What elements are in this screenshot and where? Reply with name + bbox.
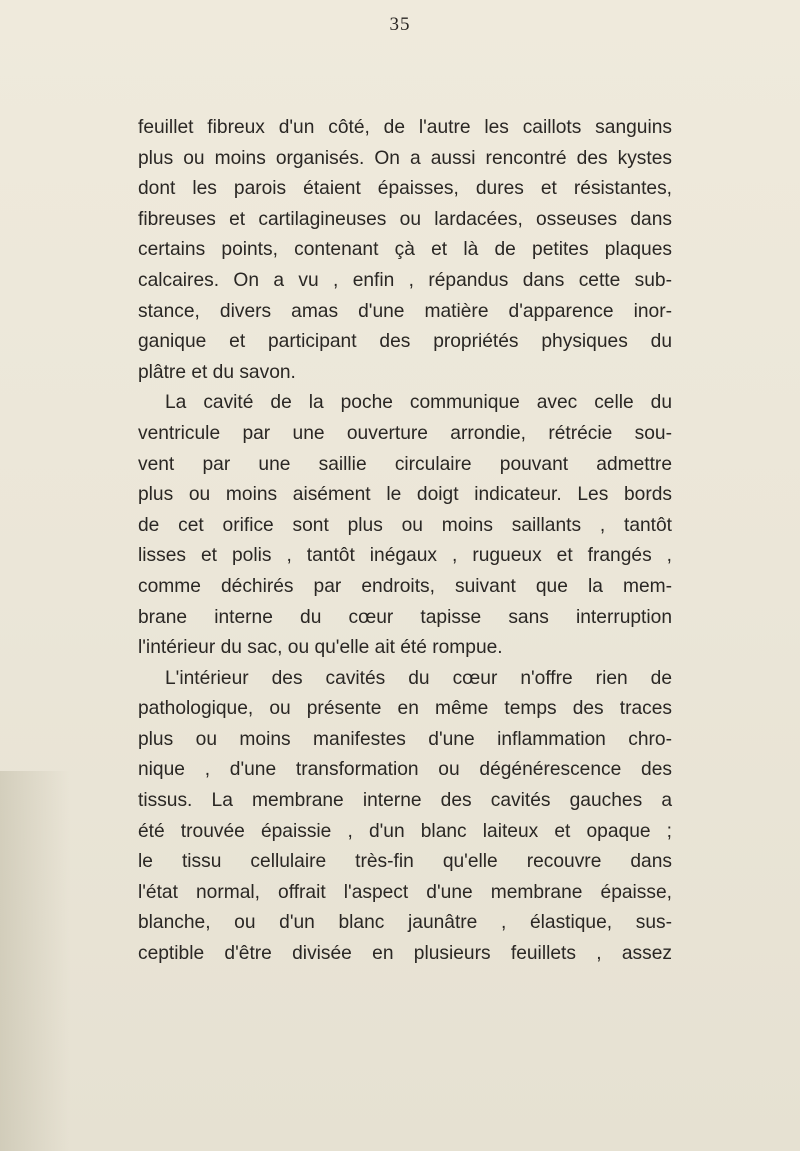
- text-line: stance, divers amas d'une matière d'apparence inor-: [138, 300, 672, 322]
- text-line: l'intérieur du sac, ou qu'elle ait été rompue.: [138, 637, 503, 659]
- text-line: nique , d'une transformation ou dégénérescence des: [138, 759, 672, 781]
- text-line: l'état normal, offrait l'aspect d'une membrane épaisse,: [138, 881, 672, 903]
- text-line: brane interne du cœur tapisse sans interruption: [138, 606, 672, 628]
- text-line: fibreuses et cartilagineuses ou lardacées, osseuses dans: [138, 208, 672, 230]
- text-line: comme déchirés par endroits, suivant que la mem-: [138, 575, 672, 597]
- text-line: lisses et polis , tantôt inégaux , rugueux et frangés ,: [138, 545, 672, 567]
- text-line: tissus. La membrane interne des cavités gauches a: [138, 790, 672, 812]
- text-line: blanche, ou d'un blanc jaunâtre , élastique, sus-: [138, 912, 672, 934]
- text-line: plus ou moins aisément le doigt indicateur. Les bords: [138, 484, 672, 506]
- text-line: certains points, contenant çà et là de petites plaques: [138, 239, 672, 261]
- body-text: [138, 113, 672, 970]
- text-line: dont les parois étaient épaisses, dures et résistantes,: [138, 178, 672, 200]
- text-line: plâtre et du savon.: [138, 361, 296, 383]
- text-line: plus ou moins manifestes d'une inflammation chro-: [138, 728, 672, 750]
- text-line: pathologique, ou présente en même temps des traces: [138, 698, 672, 720]
- text-line: été trouvée épaissie , d'un blanc laiteux et opaque ;: [138, 820, 672, 842]
- text-line: calcaires. On a vu , enfin , répandus dans cette sub-: [138, 269, 672, 291]
- text-line: le tissu cellulaire très-fin qu'elle recouvre dans: [138, 851, 672, 873]
- text-line: La cavité de la poche communique avec celle du: [165, 392, 672, 414]
- text-line: plus ou moins organisés. On a aussi rencontré des kystes: [138, 147, 672, 169]
- text-line: vent par une saillie circulaire pouvant admettre: [138, 453, 672, 475]
- page-number: 35: [389, 14, 411, 35]
- text-line: L'intérieur des cavités du cœur n'offre rien de: [165, 667, 672, 689]
- text-line: ganique et participant des propriétés physiques du: [138, 331, 672, 353]
- text-line: ceptible d'être divisée en plusieurs feuillets , assez: [138, 943, 672, 965]
- text-line: de cet orifice sont plus ou moins saillants , tantôt: [138, 514, 672, 536]
- page-shadow: [0, 771, 70, 1151]
- text-line: feuillet fibreux d'un côté, de l'autre les caillots sanguins: [138, 117, 672, 138]
- text-line: ventricule par une ouverture arrondie, rétrécie sou-: [138, 422, 672, 444]
